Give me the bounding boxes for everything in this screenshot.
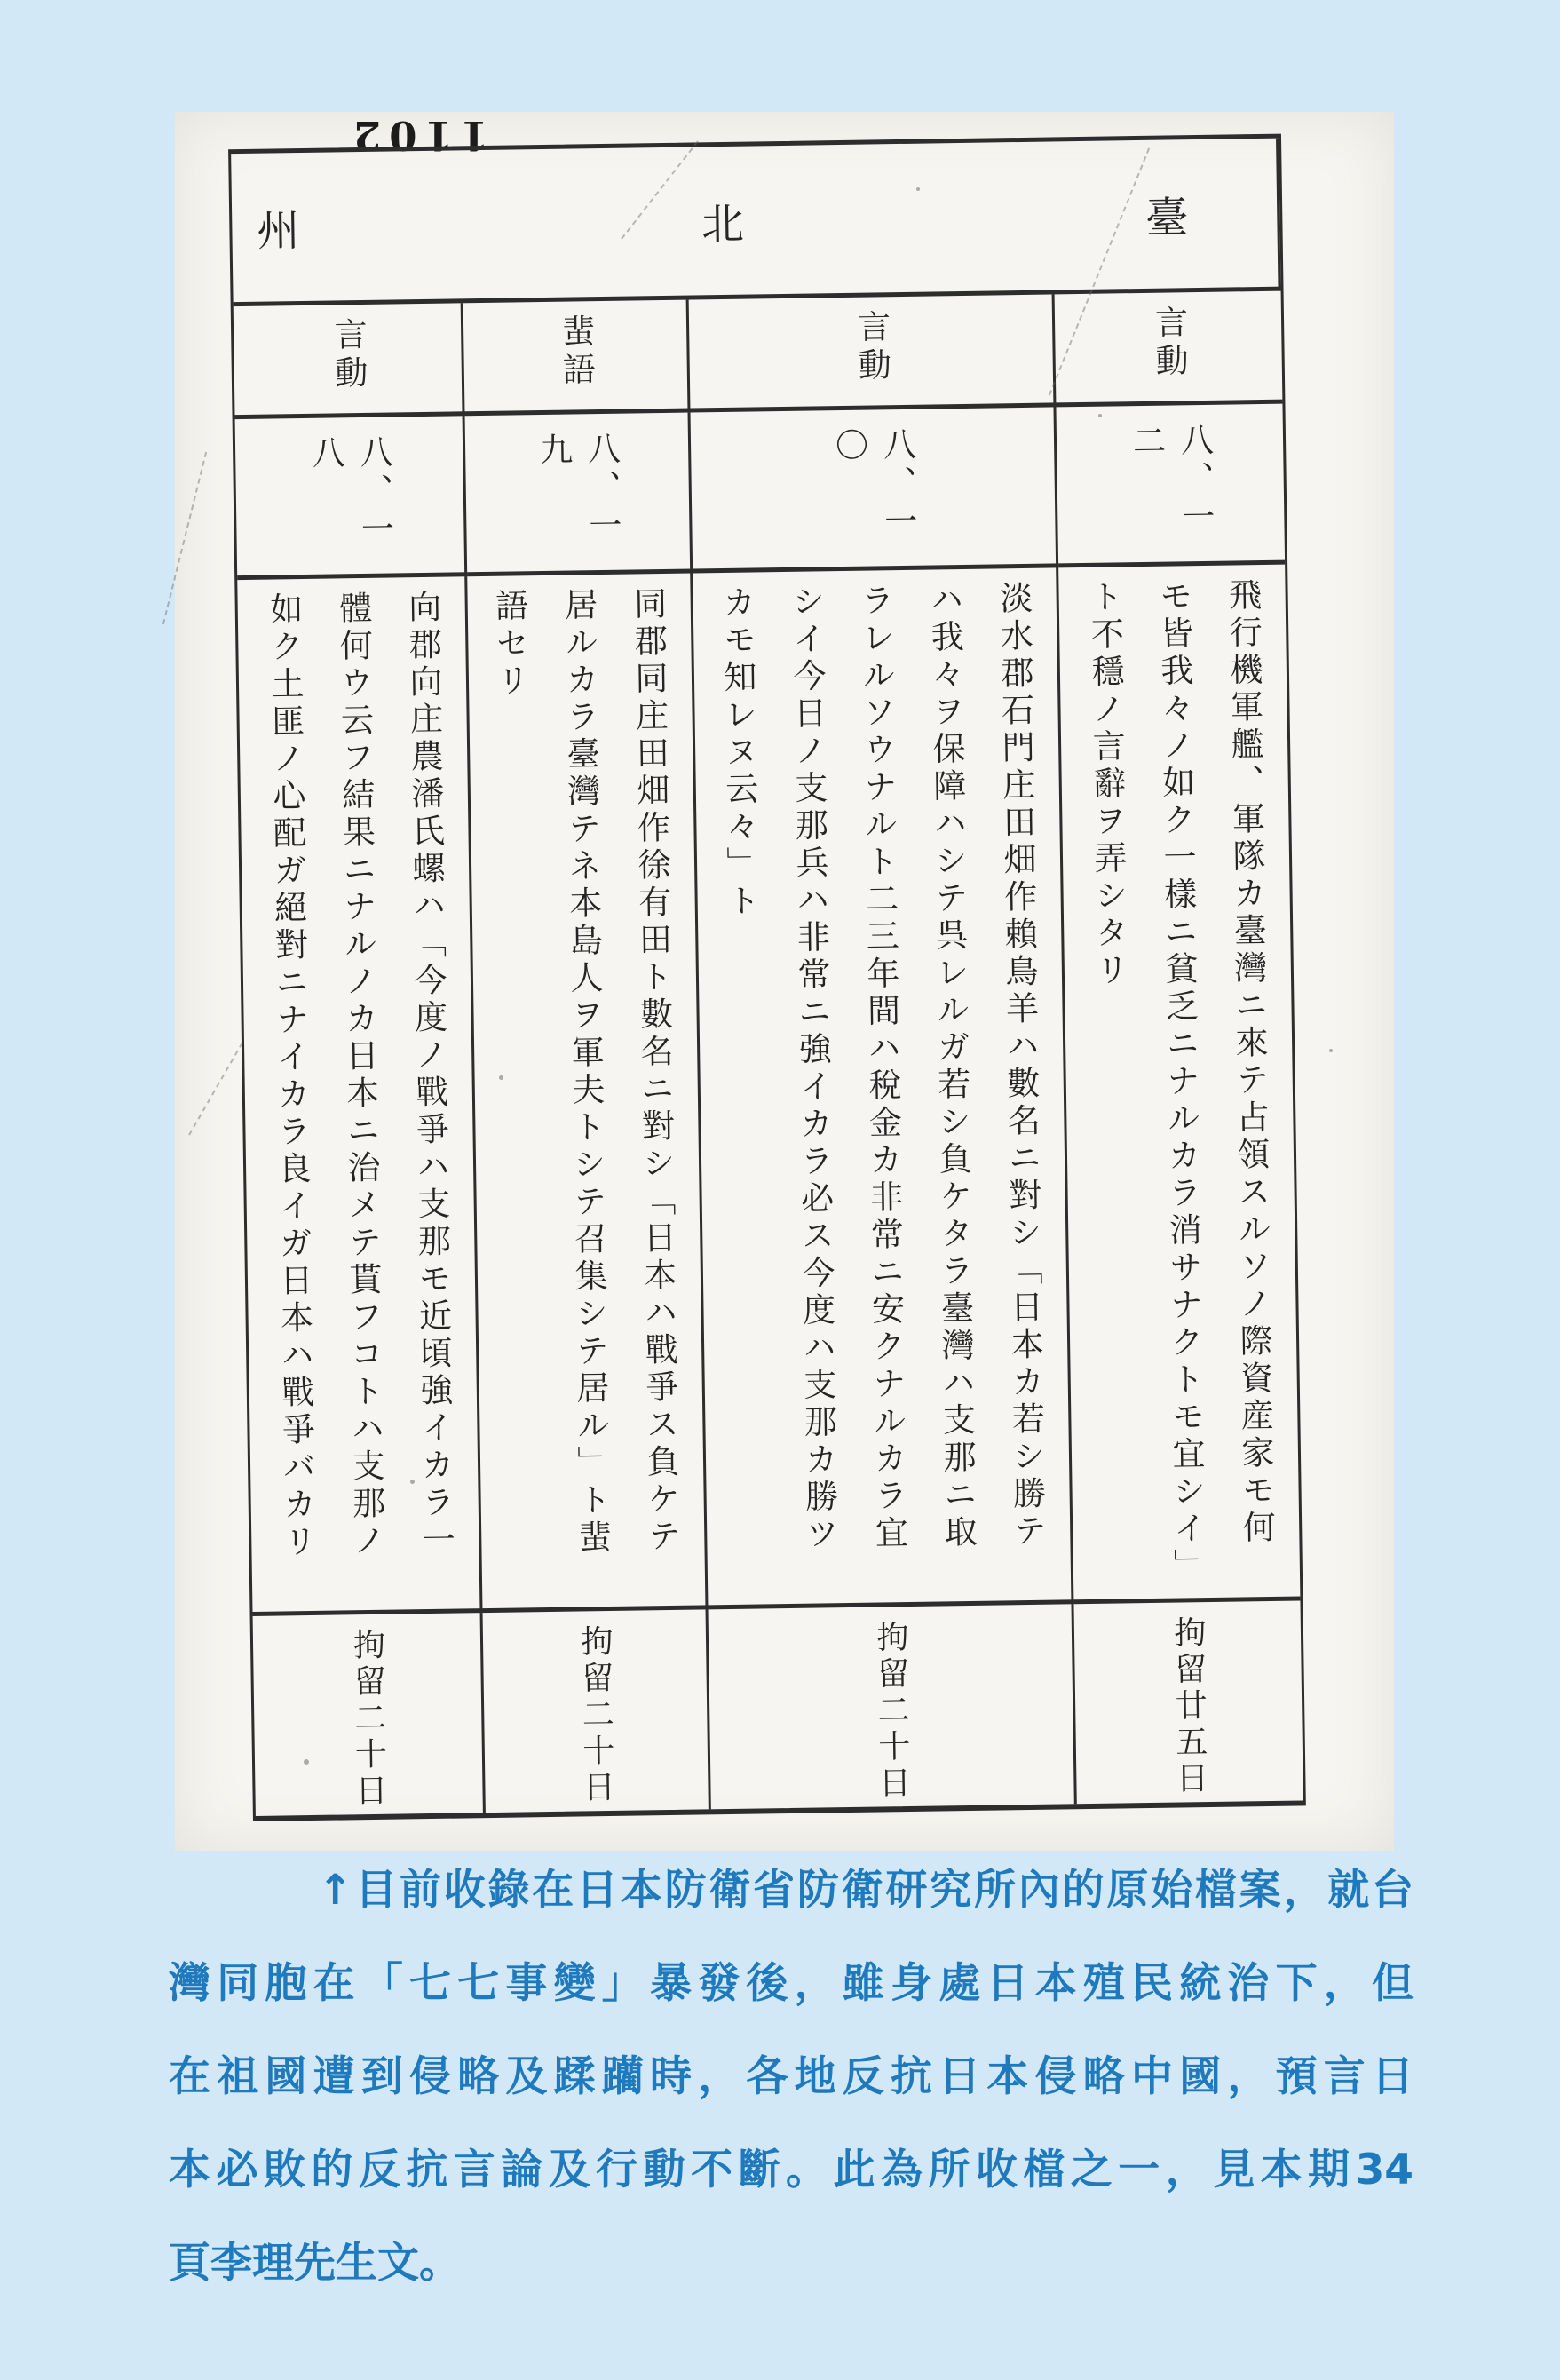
statement-line: ト不穩ノ言辭ヲ弄シタリ: [1084, 579, 1129, 990]
statement-cell-2: [467, 573, 708, 1613]
category-label: 言動: [1149, 305, 1189, 382]
caption-line: 灣同胞在「七七事變」暴發後，雖身處日本殖民統治下，但: [169, 1959, 1414, 2008]
scan-artifact: [162, 452, 207, 625]
category-cell-1: [234, 303, 465, 419]
region-char-shu: 州: [257, 206, 300, 257]
statement-cell-1: [237, 576, 482, 1616]
scan-speck: [1098, 414, 1102, 417]
statement-line: 淡水郡石門庄田畑作賴鳥羊ハ數名ニ對シ「日本カ若シ勝テ: [994, 580, 1047, 1551]
date-value: 八、一〇: [829, 426, 918, 543]
scan-speck: [410, 1480, 415, 1484]
statement-line: ハ我々ヲ保障ハシテ呉レルガ若シ負ケタラ臺灣ハ支那ニ取: [924, 581, 978, 1552]
caption-line: 頁李理先生文。: [169, 2239, 461, 2288]
penalty-value: 拘留二十日: [871, 1620, 911, 1803]
category-label: 言動: [851, 309, 891, 386]
penalty-value: 拘留廿五日: [1168, 1615, 1208, 1798]
category-label: 蜚語: [556, 313, 596, 391]
category-cell-2: [463, 300, 691, 416]
date-value: 八、一九: [534, 431, 622, 547]
date-cell-1: [235, 416, 468, 580]
statement-line: 居ルカラ臺灣テネ本島人ヲ軍夫トシテ召集シテ居ル」ト蜚: [558, 587, 612, 1558]
statement-line: 向郡向庄農潘氏螺ハ「今度ノ戰爭ハ支那モ近頃強イカラ一: [402, 589, 455, 1560]
category-label: 言動: [328, 316, 368, 394]
category-cell-4: [1055, 291, 1283, 408]
statement-line: モ皆我々ノ如ク一樣ニ貧乏ニナルカラ消サナクトモ宜シイ」: [1153, 578, 1208, 1586]
penalty-cell-2: [483, 1609, 711, 1813]
penalty-cell-4: [1073, 1600, 1303, 1804]
scan-speck: [1329, 1049, 1333, 1052]
date-value: 八、一二: [1127, 422, 1216, 538]
penalty-cell-3: [709, 1604, 1077, 1809]
category-cell-3: [689, 294, 1057, 412]
scan-speck: [916, 187, 920, 191]
date-cell-4: [1056, 404, 1285, 568]
penalty-value: 拘留二十日: [348, 1627, 388, 1811]
page-number-stamp: 1102: [344, 112, 489, 159]
statement-cell-4: [1058, 565, 1300, 1605]
date-value: 八、一八: [305, 434, 394, 551]
statement-line: 體何ウ云フ結果ニナルノカ日本ニ治メテ貰フコトハ支那ノ: [333, 590, 386, 1561]
region-char-tai: 臺: [1144, 193, 1189, 243]
penalty-value: 拘留二十日: [575, 1623, 615, 1807]
caption-line: ↑目前收錄在日本防衛省防衛研究所內的原始檔案，就台: [318, 1866, 1414, 1915]
date-cell-3: [691, 407, 1059, 573]
statement-line: 如ク土匪ノ心配ガ絕對ニナイカラ良イガ日本ハ戰爭バカリ: [264, 591, 317, 1562]
statement-line: 飛行機軍艦、軍隊カ臺灣ニ來テ占領スルソノ際資産家モ何: [1223, 577, 1276, 1548]
statement-line: 語セリ: [489, 588, 530, 701]
photo-caption: [169, 1861, 1414, 2328]
region-header-cell: [231, 139, 1280, 306]
date-cell-2: [465, 413, 693, 577]
scanned-document: [175, 112, 1394, 1851]
statement-line: 同郡同庄田畑作徐有田ト數名ニ對シ「日本ハ戰爭ス負ケテ: [628, 585, 681, 1557]
statement-line: ラレルソウナルト二三年間ハ稅金カ非常ニ安クナルカラ宜: [855, 583, 908, 1553]
penalty-cell-1: [253, 1613, 486, 1816]
scan-artifact: [188, 1043, 243, 1136]
region-char-hoku: 北: [701, 199, 745, 250]
police-record-table: [228, 134, 1306, 1821]
statement-cell-3: [693, 567, 1073, 1609]
scan-speck: [304, 1759, 309, 1765]
statement-line: シイ今日ノ支那兵ハ非常ニ強イカラ必ス今度ハ支那カ勝ツ: [786, 583, 839, 1554]
caption-line: 本必敗的反抗言論及行動不斷。此為所收檔之一，見本期34: [169, 2146, 1414, 2194]
statement-line: カモ知レヌ云々」ト: [717, 584, 761, 922]
scan-speck: [499, 1075, 503, 1080]
caption-line: 在祖國遭到侵略及蹂躪時，各地反抗日本侵略中國，預言日: [169, 2052, 1414, 2101]
